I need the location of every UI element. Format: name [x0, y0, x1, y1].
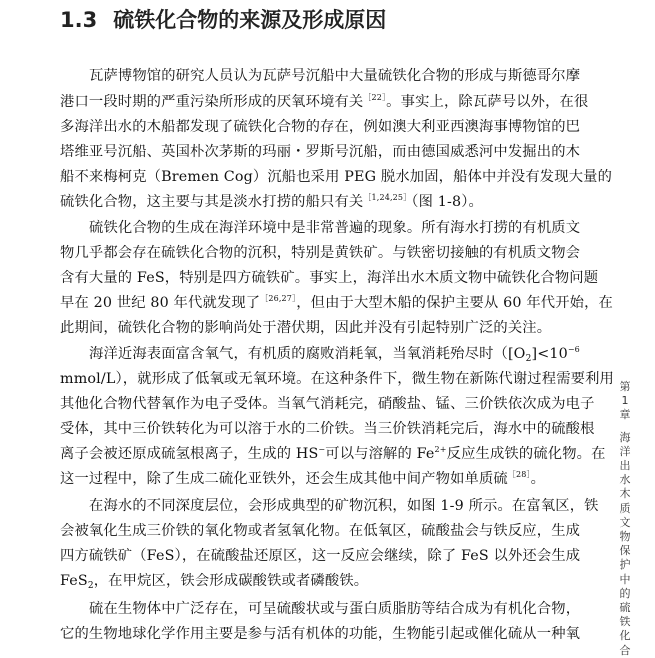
text-line: 硫在生物体中广泛存在，可呈硫酸状或与蛋白质脂肪等结合成为有机化合物，	[89, 601, 581, 617]
text-line: 离子会被还原成硫氢根离子，生成的 HS−可以与溶解的 $Fe^{2+}$反应生成铁的硫化物。在	[60, 445, 606, 462]
text-line: 多海洋出水的木船都发现了硫铁化合物的存在，例如澳大利亚西澳海事博物馆的巴	[60, 119, 581, 135]
chapter-sidebar: 第 1 章 海 洋 出 水 木 质 文 物 保 护 中 的 硫 铁 化 合	[619, 380, 631, 657]
text-line: 这一过程中，除了生成二硫化亚铁外，还会生成其他中间产物如单质硫$^{[28]}$。	[60, 470, 546, 487]
text-line: 港口一段时期的严重污染所形成的厌氧环境有关$^{[22]}$。事实上，除瓦萨号以外，在很	[60, 93, 589, 110]
text-line: 塔维亚号沉船、英国朴次茅斯的玛丽・罗斯号沉船，而由德国威悉河中发掘出的木	[60, 144, 581, 160]
text-line: 早在 20 世纪 80 年代就发现了$^{[26,27]}$，但由于大型木船的保护主要从 60 年代开始，在	[60, 294, 614, 311]
text-line: mmol/L），就形成了低氧或无氧环境。在这种条件下，微生物在新陈代谢过程需要利用	[60, 371, 614, 387]
text-line: 瓦萨博物馆的研究人员认为瓦萨号沉船中大量硫铁化合物的形成与斯德哥尔摩	[89, 68, 581, 84]
text-line: 其他化合物代替氧作为电子受体。当氧气消耗完，硝酸盐、锰、三价铁依次成为电子	[60, 396, 595, 412]
text-line: 受体，其中三价铁转化为可以溶于水的二价铁。当三价铁消耗完后，海水中的硫酸根	[60, 421, 595, 437]
citation: ［26,27］	[260, 294, 297, 303]
text-line: 它的生物地球化学作用主要是参与活有机体的功能，生物能引起或催化硫从一种氧	[60, 626, 581, 642]
citation: ［28］	[507, 470, 531, 479]
text-line: 船不来梅柯克（Bremen Cog）沉船也采用 PEG 脱水加固，船体中并没有发现大量的	[60, 169, 613, 185]
citation: ［22］	[363, 93, 387, 102]
text-line: 硫铁化合物的生成在海洋环境中是非常普遍的现象。所有海水打捞的有机质文	[89, 220, 581, 236]
text-line: 海洋近海表面富含氧气，有机质的腐败消耗氧，当氧消耗殆尽时（$[O_2]<10^{-6}$	[89, 345, 580, 364]
citation: ［1,24,25］	[363, 193, 412, 202]
section-title: 硫铁化合物的来源及形成原因	[113, 8, 387, 32]
text-line: 会被氧化生成三价铁的氧化物或者氢氧化物。在低氧区，硫酸盐会与铁反应，生成	[60, 523, 581, 539]
text-line: 硫铁化合物，这主要与其是淡水打捞的船只有关$^{[1,24,25]}$（图 1-8）。	[60, 193, 483, 210]
section-heading	[60, 4, 386, 34]
text-line: 在海水的不同深度层位，会形成典型的矿物沉积，如图 1-9 所示。在富氧区，铁	[89, 498, 599, 514]
text-line: 物几乎都会存在硫铁化合物的沉积，特别是黄铁矿。与铁密切接触的有机质文物会	[60, 245, 581, 261]
section-number: 1.3	[60, 8, 98, 32]
text-line: 含有大量的 FeS，特别是四方硫铁矿。事实上，海洋出水木质文物中硫铁化合物问题	[60, 270, 599, 286]
text-line: 此期间，硫铁化合物的影响尚处于潜伏期，因此并没有引起特别广泛的关注。	[60, 320, 552, 336]
text-line: FeS$_2$，在甲烷区，铁会形成碳酸铁或者磷酸铁。	[60, 573, 369, 591]
text-line: 四方硫铁矿（FeS），在硫酸盐还原区，这一反应会继续，除了 FeS 以外还会生成	[60, 548, 581, 564]
